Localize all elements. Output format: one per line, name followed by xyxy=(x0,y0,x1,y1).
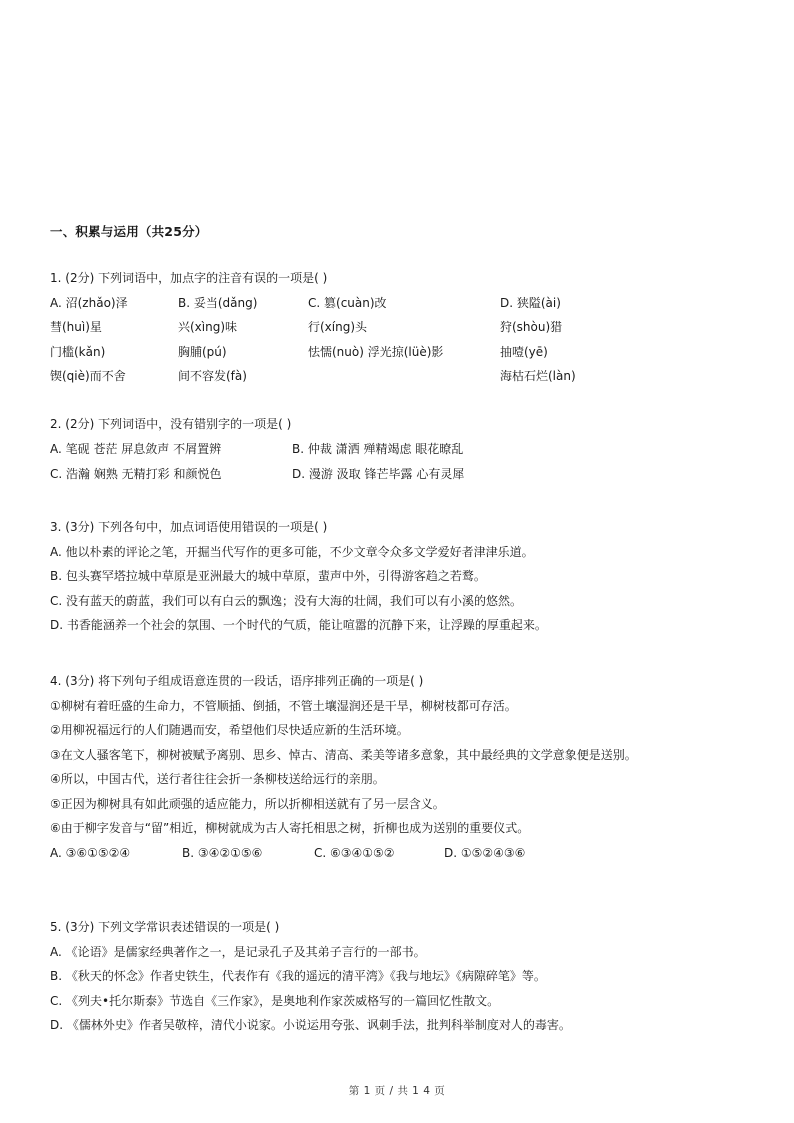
option-cell: 行(xíng)头 xyxy=(308,320,368,334)
option-cell: D. 漫游 汲取 锋芒毕露 心有灵犀 xyxy=(292,467,465,481)
question-4-options xyxy=(50,841,750,866)
sentence-line: ①柳树有着旺盛的生命力，不管顺插、倒插，不管土壤湿润还是干旱，柳树枝都可存活。 xyxy=(50,698,517,713)
option-cell: B. 仲裁 潇洒 殚精竭虑 眼花暸乱 xyxy=(292,441,464,456)
question-2-row xyxy=(50,437,750,463)
option-cell: C. 浩瀚 娴熟 无精打彩 和颜悦色 xyxy=(50,467,222,481)
question-3-stem: 3. (3分) 下列各句中，加点词语使用错误的一项是( ) xyxy=(50,520,328,534)
question-1-row xyxy=(50,340,750,365)
question-5 xyxy=(50,915,750,1038)
option-line: B. 《秋天的怀念》作者史铁生，代表作有《我的遥远的清平湾》《我与地坛》《病隙碎笔》等。 xyxy=(50,969,546,983)
question-1-row xyxy=(50,315,750,340)
option-cell: 门槛(kǎn) xyxy=(50,344,106,359)
option-line: D. 《儒林外史》作者吴敬梓，清代小说家。小说运用夸张、讽刺手法，批判科举制度对人的毒害。 xyxy=(50,1018,571,1032)
option-cell: 怯懦(nuò) 浮光掠(lüè)影 xyxy=(308,344,444,359)
option-cell: 间不容发(fà) xyxy=(178,369,247,383)
question-3 xyxy=(50,515,750,638)
question-1-row xyxy=(50,364,750,389)
option-cell: B. ③④②①⑤⑥ xyxy=(182,845,263,860)
option-line: A. 他以朴素的评论之笔，开掘当代写作的更多可能，不少文章令众多文学爱好者津津乐道。 xyxy=(50,544,534,559)
question-2 xyxy=(50,412,750,488)
option-cell: 彗(huì)星 xyxy=(50,320,102,334)
option-cell: D. ①⑤②④③⑥ xyxy=(444,845,526,860)
option-cell: D. 狭隘(ài) xyxy=(500,295,561,310)
option-cell: 胸脯(pú) xyxy=(178,344,227,359)
option-cell: 锲(qiè)而不舍 xyxy=(50,369,126,383)
section-title: 一、积累与运用（共25分） xyxy=(50,224,208,239)
question-5-stem: 5. (3分) 下列文学常识表述错误的一项是( ) xyxy=(50,920,280,934)
option-line: C. 《列夫•托尔斯泰》节选自《三作家》，是奥地利作家茨威格写的一篇回忆性散文。 xyxy=(50,993,500,1008)
sentence-line: ④所以，中国古代，送行者往往会折一条柳枝送给远行的亲朋。 xyxy=(50,772,385,786)
question-1-row xyxy=(50,291,750,316)
option-cell: C. ⑥③④①⑤② xyxy=(314,845,395,860)
option-line: D. 书香能涵养一个社会的氛围、一个时代的气质，能让喧嚣的沉静下来，让浮躁的厚重起来。 xyxy=(50,618,547,632)
option-cell: B. 妥当(dǎng) xyxy=(178,295,258,310)
option-line: C. 没有蓝天的蔚蓝，我们可以有白云的飘逸；没有大海的壮阔，我们可以有小溪的悠然。 xyxy=(50,593,523,608)
question-1-stem: 1. (2分) 下列词语中，加点字的注音有误的一项是( ) xyxy=(50,271,328,285)
option-cell: 兴(xìng)味 xyxy=(178,320,238,334)
question-2-stem: 2. (2分) 下列词语中，没有错别字的一项是( ) xyxy=(50,417,292,431)
sentence-line: ⑥由于柳字发音与“留”相近，柳树就成为古人寄托相思之树，折柳也成为送别的重要仪式。 xyxy=(50,821,530,835)
sentence-line: ⑤正因为柳树具有如此顽强的适应能力，所以折柳相送就有了另一层含义。 xyxy=(50,796,445,811)
question-4 xyxy=(50,669,750,865)
sentence-line: ②用柳祝福远行的人们随遇而安，希望他们尽快适应新的生活环境。 xyxy=(50,723,409,737)
option-cell: 狩(shòu)猎 xyxy=(500,320,563,334)
question-2-row xyxy=(50,462,750,488)
question-1 xyxy=(50,266,750,389)
option-cell: A. ③⑥①⑤②④ xyxy=(50,845,131,860)
option-cell: C. 篡(cuàn)改 xyxy=(308,295,387,310)
option-cell: A. 沼(zhǎo)泽 xyxy=(50,295,128,310)
question-4-stem: 4. (3分) 将下列句子组成语意连贯的一段话，语序排列正确的一项是( ) xyxy=(50,674,424,688)
option-cell: 抽噎(yē) xyxy=(500,344,548,359)
option-line: A. 《论语》是儒家经典著作之一，是记录孔子及其弟子言行的一部书。 xyxy=(50,944,426,959)
option-cell: 海枯石烂(làn) xyxy=(500,369,576,383)
option-line: B. 包头赛罕塔拉城中草原是亚洲最大的城中草原，蜚声中外，引得游客趋之若鹜。 xyxy=(50,569,486,583)
page-footer: 第 1 页 / 共 1 4 页 xyxy=(348,1085,446,1097)
option-cell: A. 笔砚 苍茫 屏息敛声 不屑置辨 xyxy=(50,441,222,456)
sentence-line: ③在文人骚客笔下，柳树被赋予离别、思乡、悼古、清高、柔美等诸多意象，其中最经典的文学意象便是送别。 xyxy=(50,747,637,762)
